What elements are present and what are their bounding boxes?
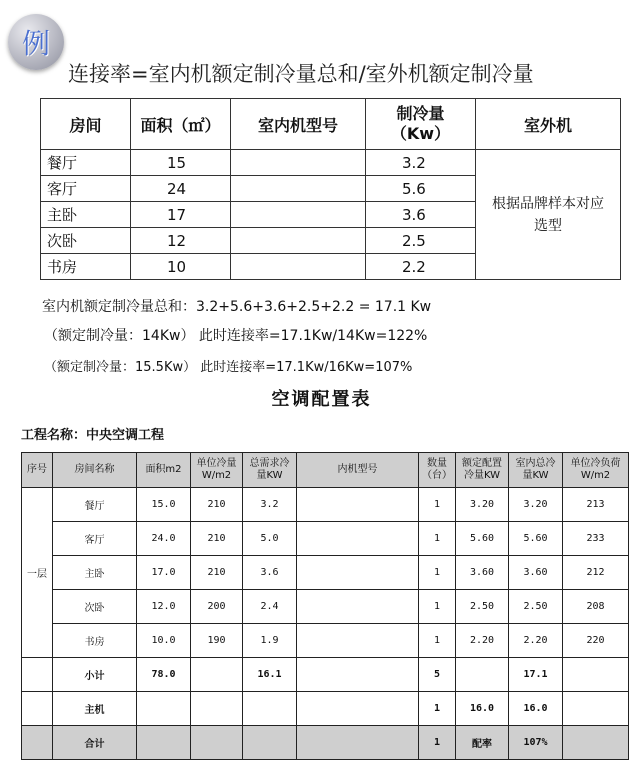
- header-room-name: 房间名称: [53, 453, 137, 488]
- room-area: 24.0: [137, 522, 191, 556]
- quantity: 1: [419, 590, 456, 624]
- empty-cell: [297, 726, 419, 760]
- room-name: 书房: [41, 254, 131, 280]
- empty-cell: [22, 726, 53, 760]
- table-row: [22, 488, 629, 522]
- host-indoor: 16.0: [509, 692, 563, 726]
- room-name: 餐厅: [53, 488, 137, 522]
- subtotal-label: 小计: [53, 658, 137, 692]
- formula-headline: 连接率=室内机额定制冷量总和/室外机额定制冷量: [68, 62, 534, 86]
- indoor-model: [231, 176, 366, 202]
- header-indoor-total: 室内总冷 量KW: [509, 453, 563, 488]
- form-title: 空调配置表: [271, 389, 372, 410]
- room-area: 24: [131, 176, 231, 202]
- outdoor-note: 根据品牌样本对应选型: [476, 150, 621, 280]
- empty-cell: [22, 692, 53, 726]
- header-cooling: 制冷量 （Kw）: [366, 99, 476, 150]
- subtotal-indoor: 17.1: [509, 658, 563, 692]
- table-header-row: [22, 453, 629, 488]
- unit-cooling: 190: [191, 624, 243, 658]
- indoor-model: [297, 624, 419, 658]
- empty-cell: [243, 726, 297, 760]
- room-name: 主卧: [41, 202, 131, 228]
- table-row: [41, 150, 621, 176]
- indoor-model: [297, 590, 419, 624]
- indoor-total: 2.20: [509, 624, 563, 658]
- indoor-model: [297, 522, 419, 556]
- indoor-model: [231, 150, 366, 176]
- empty-cell: [297, 658, 419, 692]
- room-area: 15: [131, 150, 231, 176]
- unit-load: 208: [563, 590, 629, 624]
- table-row: [22, 590, 629, 624]
- table-row: [22, 556, 629, 590]
- cooling-value: 2.5: [366, 228, 476, 254]
- indoor-total: 3.60: [509, 556, 563, 590]
- room-area: 17.0: [137, 556, 191, 590]
- total-ratio-label: 配率: [456, 726, 509, 760]
- header-total-demand: 总需求冷 量KW: [243, 453, 297, 488]
- indoor-total: 5.60: [509, 522, 563, 556]
- quantity: 1: [419, 488, 456, 522]
- empty-cell: [22, 658, 53, 692]
- empty-cell: [191, 726, 243, 760]
- ac-config-table: [21, 452, 629, 760]
- rated-capacity: 2.50: [456, 590, 509, 624]
- header-rated-capacity: 额定配置 冷量KW: [456, 453, 509, 488]
- header-indoor-model: 内机型号: [297, 453, 419, 488]
- room-area: 15.0: [137, 488, 191, 522]
- unit-load: 233: [563, 522, 629, 556]
- host-row: [22, 692, 629, 726]
- cooling-value: 2.2: [366, 254, 476, 280]
- empty-cell: [297, 692, 419, 726]
- total-demand: 2.4: [243, 590, 297, 624]
- quantity: 1: [419, 556, 456, 590]
- empty-cell: [137, 692, 191, 726]
- header-unit-load: 单位冷负荷 W/m2: [563, 453, 629, 488]
- room-area: 12.0: [137, 590, 191, 624]
- indoor-model: [297, 488, 419, 522]
- unit-load: 213: [563, 488, 629, 522]
- empty-cell: [456, 658, 509, 692]
- table-header-row: [41, 99, 621, 150]
- header-quantity: 数量 （台）: [419, 453, 456, 488]
- header-index: 序号: [22, 453, 53, 488]
- indoor-model: [231, 254, 366, 280]
- room-name: 客厅: [53, 522, 137, 556]
- rated-capacity: 5.60: [456, 522, 509, 556]
- rated-capacity: 3.60: [456, 556, 509, 590]
- empty-cell: [137, 726, 191, 760]
- host-qty: 1: [419, 692, 456, 726]
- subtotal-total: 16.1: [243, 658, 297, 692]
- unit-cooling: 200: [191, 590, 243, 624]
- room-area: 10.0: [137, 624, 191, 658]
- rated-capacity: 2.20: [456, 624, 509, 658]
- header-indoor-model: 室内机型号: [231, 99, 366, 150]
- empty-cell: [563, 658, 629, 692]
- unit-cooling: 210: [191, 556, 243, 590]
- room-cooling-table: [40, 98, 621, 280]
- room-name: 次卧: [53, 590, 137, 624]
- empty-cell: [191, 692, 243, 726]
- cooling-value: 3.2: [366, 150, 476, 176]
- unit-cooling: 210: [191, 488, 243, 522]
- unit-load: 220: [563, 624, 629, 658]
- calc-line-15-5kw: （额定制冷量：15.5Kw） 此时连接率=17.1Kw/16Kw=107%: [44, 360, 413, 375]
- subtotal-area: 78.0: [137, 658, 191, 692]
- unit-load: 212: [563, 556, 629, 590]
- empty-cell: [563, 692, 629, 726]
- empty-cell: [563, 726, 629, 760]
- room-area: 10: [131, 254, 231, 280]
- indoor-total: 2.50: [509, 590, 563, 624]
- quantity: 1: [419, 522, 456, 556]
- total-ratio-value: 107%: [509, 726, 563, 760]
- indoor-model: [231, 202, 366, 228]
- quantity: 1: [419, 624, 456, 658]
- total-demand: 1.9: [243, 624, 297, 658]
- calc-line-sum: 室内机额定制冷量总和：3.2+5.6+3.6+2.5+2.2 = 17.1 Kw: [42, 299, 432, 315]
- empty-cell: [243, 692, 297, 726]
- table-row: [22, 522, 629, 556]
- badge-char: 例: [21, 27, 50, 60]
- example-badge: [8, 14, 64, 70]
- ac-config-form: [15, 378, 628, 770]
- project-name: 工程名称：中央空调工程: [21, 428, 165, 443]
- subtotal-qty: 5: [419, 658, 456, 692]
- cooling-value: 3.6: [366, 202, 476, 228]
- header-area: 面积（㎡）: [131, 99, 231, 150]
- room-name: 客厅: [41, 176, 131, 202]
- host-label: 主机: [53, 692, 137, 726]
- subtotal-row: [22, 658, 629, 692]
- unit-cooling: 210: [191, 522, 243, 556]
- host-rated: 16.0: [456, 692, 509, 726]
- indoor-model: [297, 556, 419, 590]
- header-outdoor: 室外机: [476, 99, 621, 150]
- room-area: 17: [131, 202, 231, 228]
- room-name: 餐厅: [41, 150, 131, 176]
- header-area: 面积m2: [137, 453, 191, 488]
- total-label: 合计: [53, 726, 137, 760]
- total-row: [22, 726, 629, 760]
- indoor-model: [231, 228, 366, 254]
- cooling-value: 5.6: [366, 176, 476, 202]
- total-demand: 3.6: [243, 556, 297, 590]
- room-area: 12: [131, 228, 231, 254]
- rated-capacity: 3.20: [456, 488, 509, 522]
- header-room: 房间: [41, 99, 131, 150]
- room-name: 主卧: [53, 556, 137, 590]
- total-demand: 3.2: [243, 488, 297, 522]
- room-name: 次卧: [41, 228, 131, 254]
- calc-line-14kw: （额定制冷量：14Kw） 此时连接率=17.1Kw/14Kw=122%: [44, 328, 428, 344]
- empty-cell: [191, 658, 243, 692]
- total-demand: 5.0: [243, 522, 297, 556]
- header-unit-cooling: 单位冷量 W/m2: [191, 453, 243, 488]
- floor-label: 一层: [22, 488, 53, 658]
- total-qty: 1: [419, 726, 456, 760]
- table-row: [22, 624, 629, 658]
- indoor-total: 3.20: [509, 488, 563, 522]
- room-name: 书房: [53, 624, 137, 658]
